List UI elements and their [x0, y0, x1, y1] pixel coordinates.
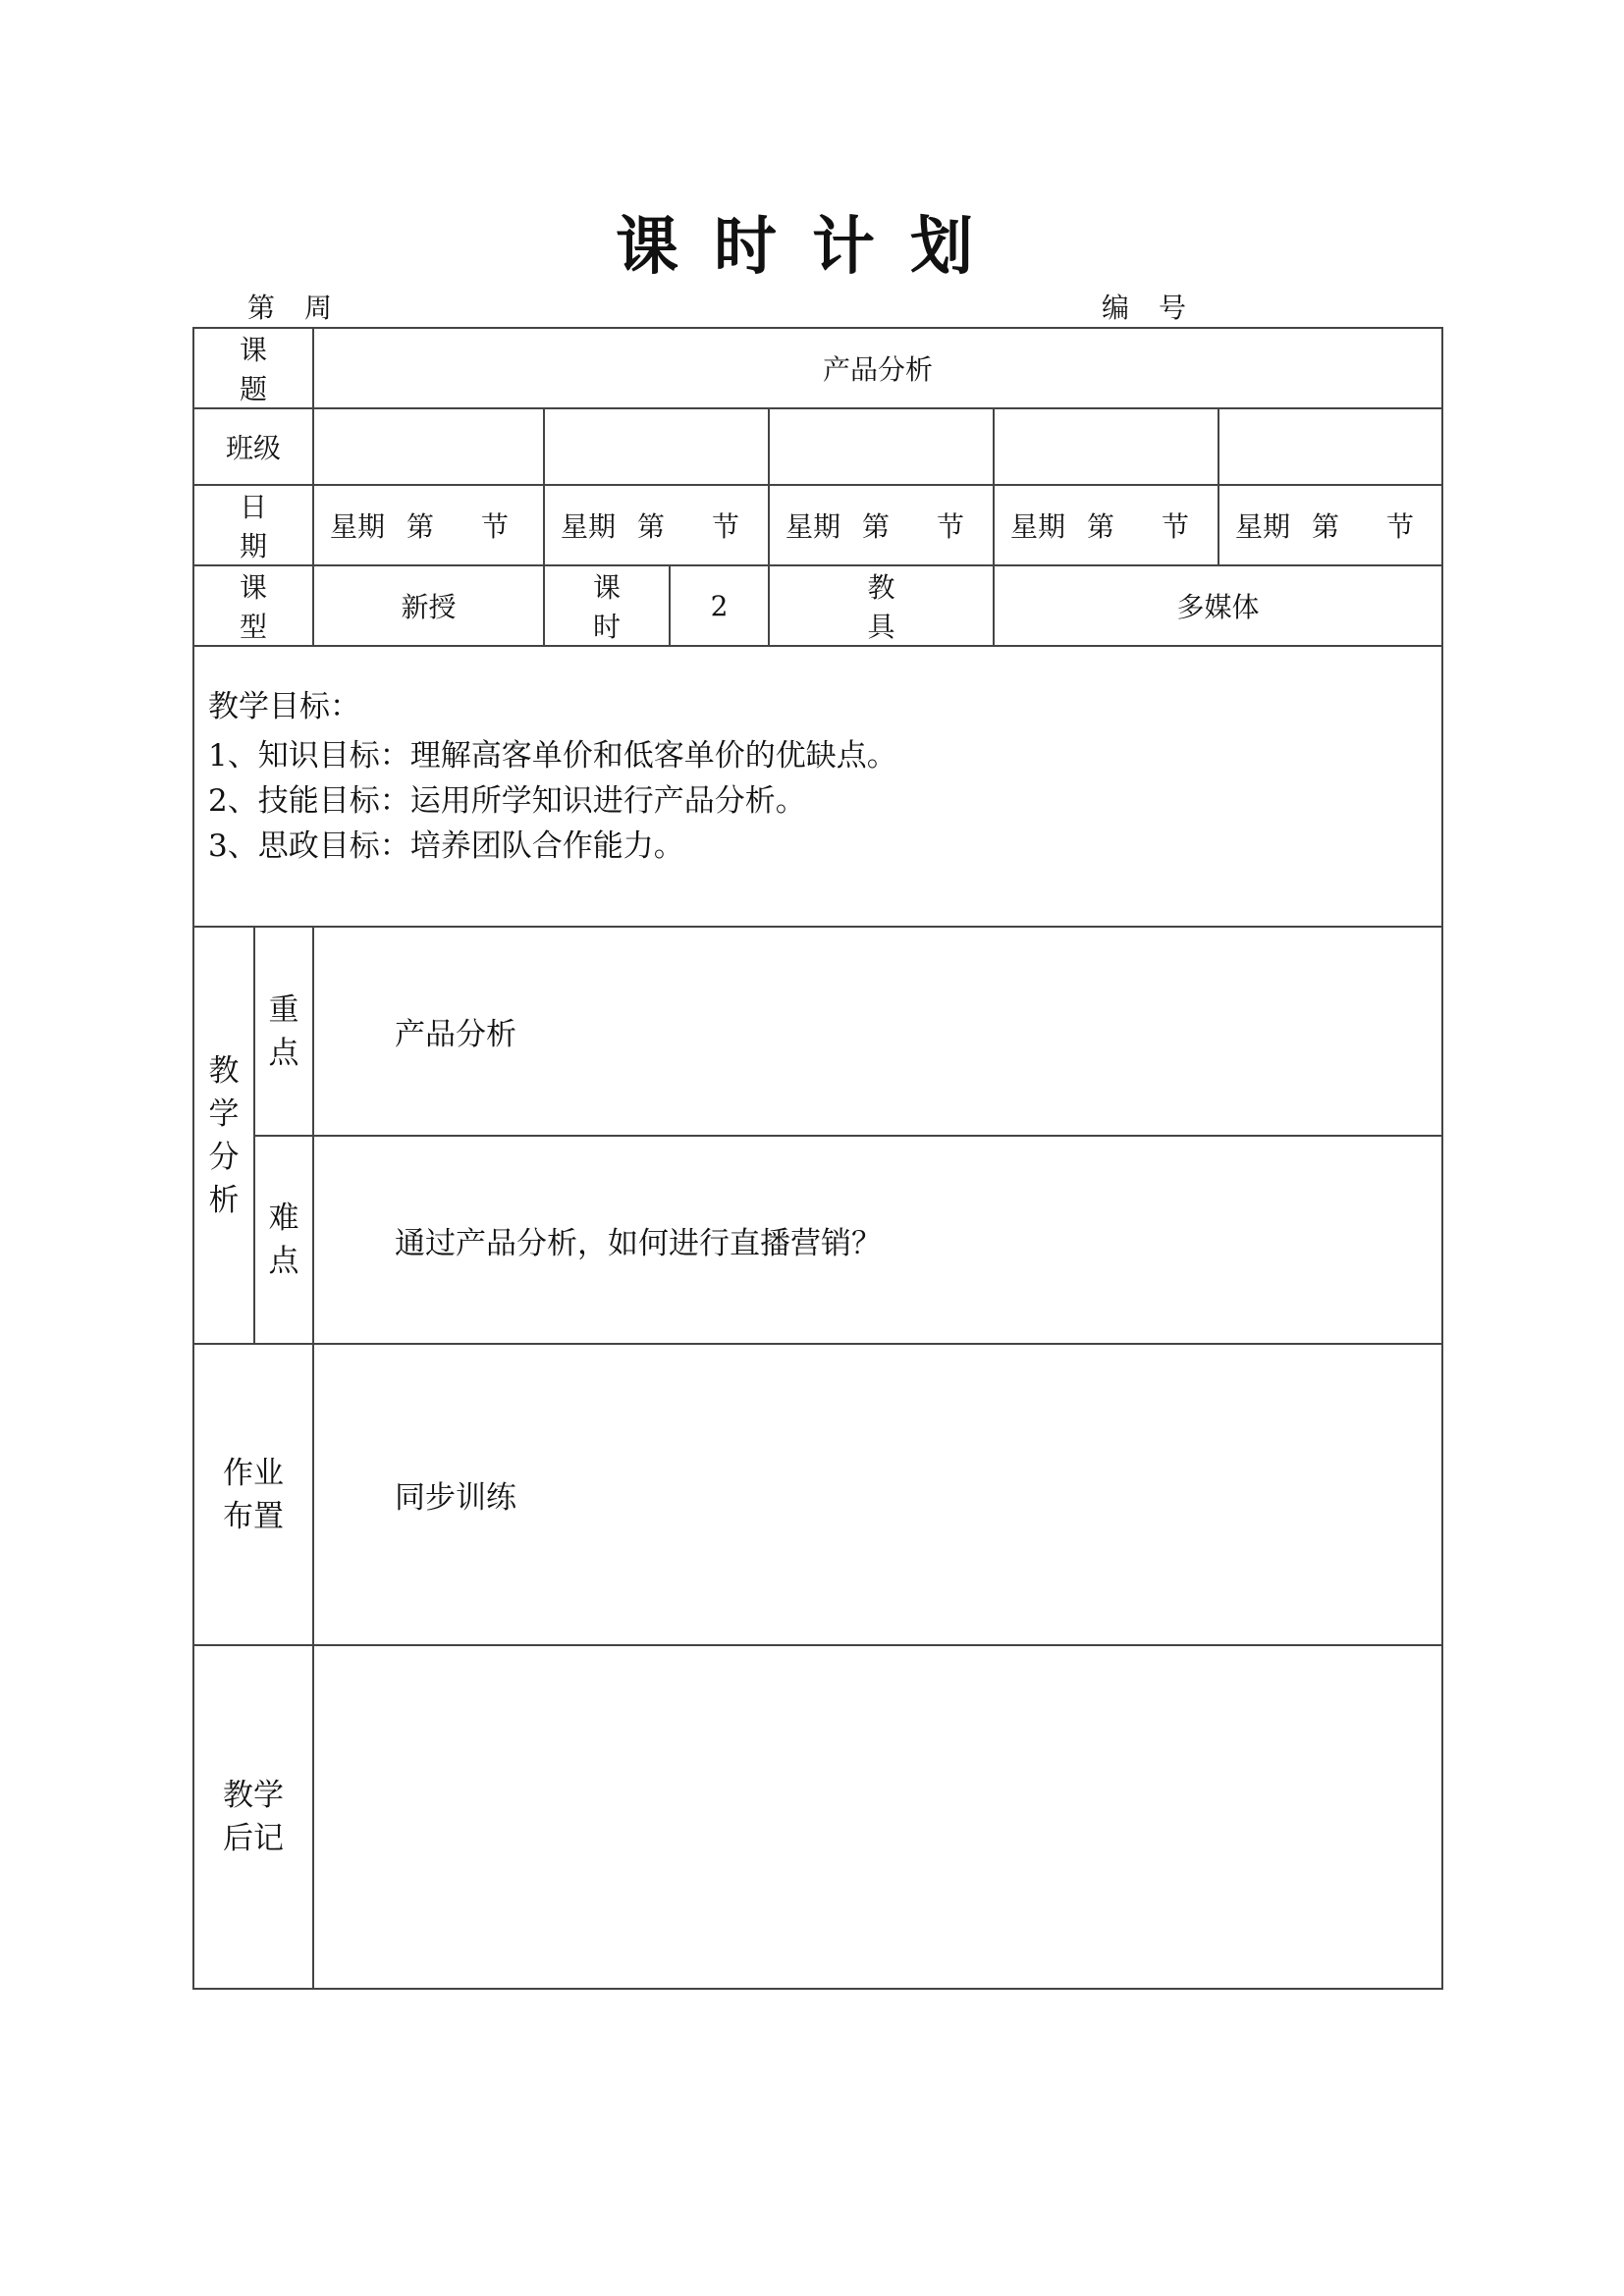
- class-cell[interactable]: [544, 408, 769, 485]
- objectives-cell[interactable]: [193, 646, 1442, 927]
- class-cell[interactable]: [994, 408, 1218, 485]
- analysis-label-char: 教: [208, 1052, 240, 1089]
- objective-item: 2、技能目标：运用所学知识进行产品分析。: [208, 783, 806, 819]
- page-title: 课时计划: [616, 210, 1008, 284]
- date-row: [193, 485, 1442, 565]
- date-cell[interactable]: [994, 485, 1218, 565]
- homework-label: [193, 1344, 313, 1645]
- analysis-label: [193, 927, 254, 1344]
- key-point-row: [193, 927, 1442, 1136]
- tools-value[interactable]: 多媒体: [994, 565, 1442, 646]
- analysis-label-char: 学: [208, 1095, 240, 1132]
- homework-value[interactable]: 同步训练: [313, 1344, 1442, 1645]
- lesson-type-label: 课型: [193, 565, 313, 646]
- weekday-label: 星期: [1010, 510, 1066, 543]
- key-point-value[interactable]: 产品分析: [313, 927, 1442, 1136]
- jie-label: 节: [1162, 510, 1190, 543]
- weekday-label: 星期: [1235, 510, 1291, 543]
- reflection-row: [193, 1645, 1442, 1989]
- week-label: 第周: [247, 292, 362, 324]
- date-cell[interactable]: [544, 485, 769, 565]
- jie-label: 节: [481, 510, 510, 543]
- objective-item: 3、思政目标：培养团队合作能力。: [208, 828, 684, 864]
- difficult-point-value[interactable]: 通过产品分析，如何进行直播营销？: [313, 1136, 1442, 1344]
- date-cell[interactable]: [313, 485, 544, 565]
- analysis-label-char: 析: [208, 1182, 240, 1218]
- reflection-label-line: 后记: [223, 1821, 284, 1856]
- topic-value[interactable]: 产品分析: [313, 328, 1442, 408]
- class-label: 班级: [193, 408, 313, 485]
- reflection-value[interactable]: [313, 1645, 1442, 1989]
- jie-label: 节: [1386, 510, 1415, 543]
- objectives-row: [193, 646, 1442, 927]
- difficult-label-char: 难: [268, 1201, 299, 1236]
- difficult-point-row: [193, 1136, 1442, 1344]
- tools-label: 教具: [769, 565, 994, 646]
- di-label: 第: [1312, 510, 1340, 543]
- di-label: 第: [406, 510, 435, 543]
- class-cell[interactable]: [1218, 408, 1442, 485]
- lesson-type-row: [193, 565, 1442, 646]
- objective-item: 1、知识目标：理解高客单价和低客单价的优缺点。: [208, 738, 897, 774]
- weekday-label: 星期: [330, 510, 386, 543]
- jie-label: 节: [712, 510, 740, 543]
- homework-row: [193, 1344, 1442, 1645]
- homework-label-line: 布置: [223, 1498, 284, 1534]
- di-label: 第: [637, 510, 666, 543]
- weekday-label: 星期: [785, 510, 841, 543]
- di-label: 第: [862, 510, 891, 543]
- date-cell[interactable]: [1218, 485, 1442, 565]
- lesson-plan-table: [192, 327, 1443, 1990]
- homework-label-line: 作业: [223, 1455, 284, 1491]
- key-label-char: 重: [268, 991, 299, 1028]
- difficult-label-char: 点: [268, 1244, 299, 1279]
- di-label: 第: [1087, 510, 1115, 543]
- class-row: [193, 408, 1442, 485]
- reflection-label-line: 教学: [223, 1778, 284, 1813]
- class-cell[interactable]: [769, 408, 994, 485]
- hours-label: 课时: [544, 565, 670, 646]
- reflection-label: [193, 1645, 313, 1989]
- date-cell[interactable]: [769, 485, 994, 565]
- objectives-heading: 教学目标：: [208, 689, 360, 724]
- difficult-point-label: [254, 1136, 313, 1344]
- date-label: 日期: [193, 485, 313, 565]
- lesson-type-value[interactable]: 新授: [313, 565, 544, 646]
- key-label-char: 点: [268, 1035, 299, 1071]
- topic-label: 课题: [193, 328, 313, 408]
- key-point-label: [254, 927, 313, 1136]
- topic-row: [193, 328, 1442, 408]
- number-label: 编号: [1102, 292, 1217, 324]
- class-cell[interactable]: [313, 408, 544, 485]
- analysis-label-char: 分: [208, 1139, 240, 1175]
- jie-label: 节: [937, 510, 965, 543]
- weekday-label: 星期: [561, 510, 617, 543]
- hours-value[interactable]: 2: [670, 565, 769, 646]
